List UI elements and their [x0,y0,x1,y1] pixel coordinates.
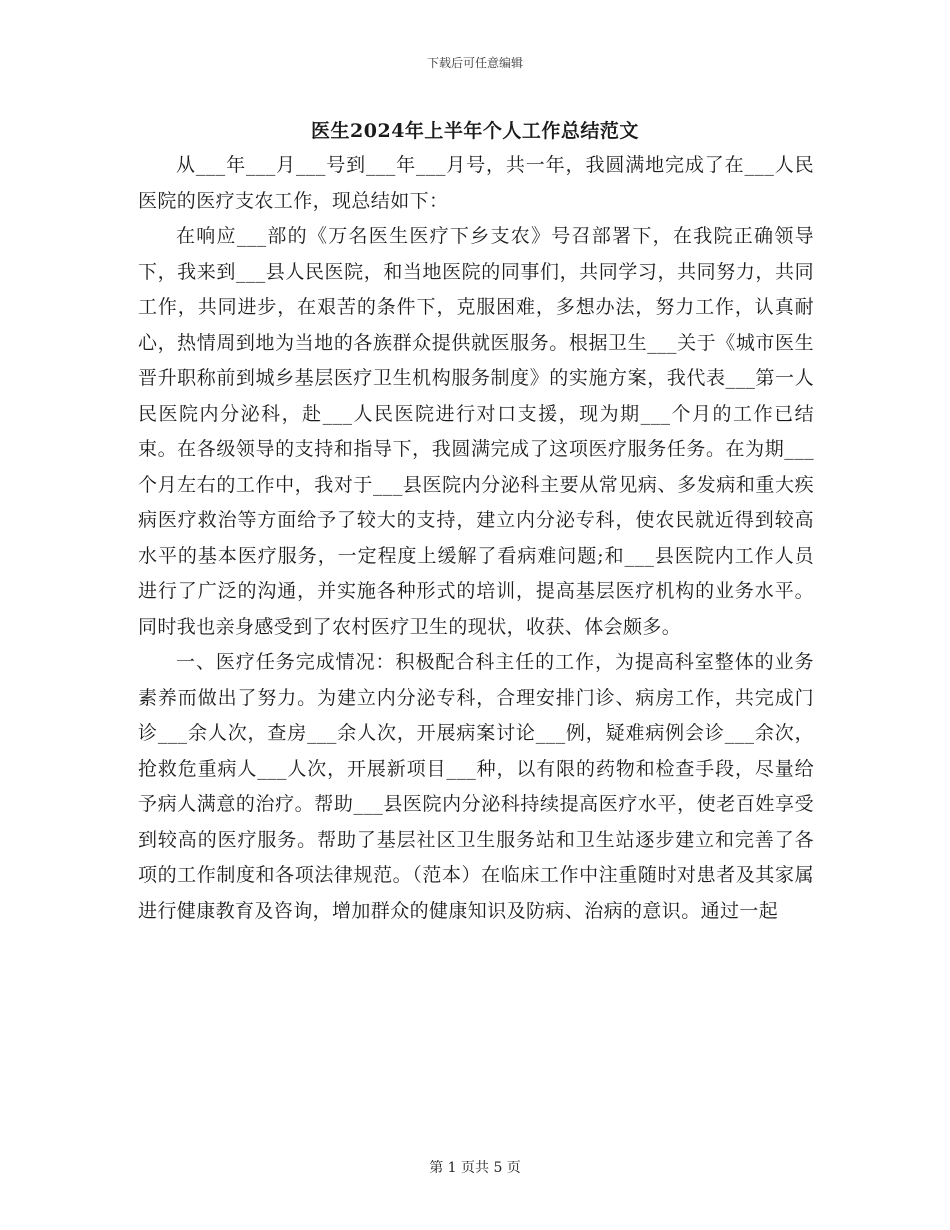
document-body [138,148,814,929]
paragraph-section-1: 一、医疗任务完成情况：积极配合科主任的工作，为提高科室整体的业务素养而做出了努力。为建立内分泌专科，合理安排门诊、病房工作，共完成门诊___余人次，查房___余人次，开展病案讨论___例，疑难病例会诊___余次，抢救危重病人___人次，开展新项目___种，以有限的药物和检查手段，尽量给予病人满意的治疗。帮助___县医院内分泌科持续提高医疗水平，使老百姓享受到较高的医疗服务。帮助了基层社区卫生服务站和卫生站逐步建立和完善了各项的工作制度和各项法律规范。（范本）在临床工作中注重随时对患者及其家属进行健康教育及咨询，增加群众的健康知识及防病、治病的意识。通过一起 [138,651,814,922]
document-title: 医生2024年上半年个人工作总结范文 [311,120,639,142]
paragraph-intro: 从___年___月___号到___年___月号，共一年，我圆满地完成了在___人民医院的医疗支农工作，现总结如下： [138,154,814,212]
paragraph-background: 在响应___部的《万名医生医疗下乡支农》号召部署下，在我院正确领导下，我来到___县人民医院，和当地医院的同事们，共同学习，共同努力，共同工作，共同进步，在艰苦的条件下，克服困难，多想办法，努力工作，认真耐心，热情周到地为当地的各族群众提供就医服务。根据卫生___关于《城市医生晋升职称前到城乡基层医疗卫生机构服务制度》的实施方案，我代表___第一人民医院内分泌科，赴___人民医院进行对口支援，现为期___个月的工作已结束。在各级领导的支持和指导下，我圆满完成了这项医疗服务任务。在为期___个月左右的工作中，我对于___县医院内分泌科主要从常见病、多发病和重大疾病医疗救治等方面给予了较大的支持，建立内分泌专科，使农民就近得到较高水平的基本医疗服务，一定程度上缓解了看病难问题;和___县医院内工作人员进行了广泛的沟通，并实施各种形式的培训，提高基层医疗机构的业务水平。同时我也亲身感受到了农村医疗卫生的现状，收获、体会颇多。 [138,225,814,638]
page-number: 第 1 页共 5 页 [429,1160,521,1176]
header-note: 下载后可任意编辑 [426,56,523,70]
